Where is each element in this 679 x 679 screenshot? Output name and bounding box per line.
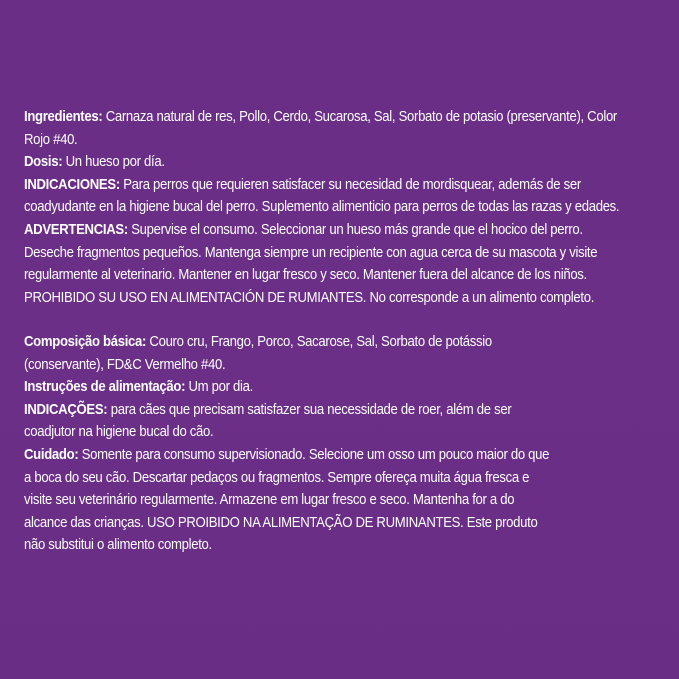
es-line-indicaciones [24,174,605,197]
es-line-advertencias-cont-1 [24,242,605,265]
pt-text-indicacoes: para cães que precisam satisfazer sua necessidade de roer, além de ser [107,401,512,418]
pt-label-indicacoes: INDICAÇÕES: [24,401,108,418]
pt-line-indicacoes [24,399,605,422]
es-label-advertencias: ADVERTENCIAS: [24,221,128,238]
es-line-ingredientes-cont [24,129,605,152]
es-line-advertencias [24,219,605,242]
spanish-text-block [24,106,669,309]
es-text-ingredientes-cont: Rojo #40. [24,131,78,148]
es-text-advertencias-cont-1: Deseche fragmentos pequeños. Mantenga siempre un recipiente con agua cerca de su mascota y visite [24,244,598,261]
pt-line-composicao-cont [24,354,605,377]
es-text-indicaciones: Para perros que requieren satisfacer su necesidad de mordisquear, además de ser [119,176,581,193]
es-text-advertencias-cont-3: PROHIBIDO SU USO EN ALIMENTACIÓN DE RUMIANTES. No corresponde a un alimento completo. [24,289,595,306]
es-label-indicaciones: INDICACIONES: [24,176,120,193]
pt-line-instrucoes [24,376,605,399]
es-label-dosis: Dosis: [24,154,63,171]
pt-label-instrucoes: Instruções de alimentação: [24,379,186,396]
pt-text-composicao-cont: (conservante), FD&C Vermelho #40. [24,356,226,373]
pt-text-cuidado: Somente para consumo supervisionado. Selecione um osso um pouco maior do que [78,446,550,463]
pt-text-cuidado-cont-1: a boca do seu cão. Descartar pedaços ou fragmentos. Sempre ofereça muita água fresca e [24,469,530,486]
es-line-ingredientes [24,106,618,129]
es-text-advertencias-cont-2: regularmente al veterinario. Mantener en lugar fresco y seco. Mantener fuera del alcance de los niños. [24,267,587,284]
pt-text-instrucoes: Um por dia. [185,379,253,396]
es-line-advertencias-cont-3 [24,287,605,310]
pt-line-indicacoes-cont [24,421,605,444]
es-line-advertencias-cont-2 [24,264,605,287]
pt-line-cuidado-cont-4 [24,534,605,557]
es-text-ingredientes: Carnaza natural de res, Pollo, Cerdo, Sucarosa, Sal, Sorbato de potasio (preservante), Color [102,109,618,125]
es-text-dosis: Un hueso por día. [62,154,165,171]
es-line-indicaciones-cont [24,196,620,219]
pt-line-cuidado [24,444,605,467]
pt-line-cuidado-cont-1 [24,467,605,490]
pt-text-composicao: Couro cru, Frango, Porco, Sacarose, Sal, Sorbato de potássio [146,334,492,350]
pt-text-cuidado-cont-2: visite seu veterinário regularmente. Armazene em lugar fresco e seco. Mantenha for a do [24,492,515,509]
pt-label-cuidado: Cuidado: [24,446,79,463]
es-label-ingredientes: Ingredientes: [24,109,103,125]
es-text-indicaciones-cont: coadyudante en la higiene bucal del perro. Suplemento alimenticio para perros de todas las razas y edades. [24,199,620,216]
portuguese-text-block [24,331,669,557]
pt-text-cuidado-cont-4: não substitui o alimento completo. [24,537,212,554]
pt-line-composicao [24,331,605,354]
es-text-advertencias: Supervise el consumo. Seleccionar un hueso más grande que el hocico del perro. [127,221,583,238]
pt-text-cuidado-cont-3: alcance das crianças. USO PROIBIDO NA ALIMENTAÇÃO DE RUMINANTES. Este produto [24,514,538,531]
es-line-dosis [24,151,605,174]
pt-text-indicacoes-cont: coadjutor na higiene bucal do cão. [24,424,214,441]
pt-line-cuidado-cont-3 [24,512,605,535]
pt-label-composicao: Composição básica: [24,334,147,350]
pt-line-cuidado-cont-2 [24,489,605,512]
